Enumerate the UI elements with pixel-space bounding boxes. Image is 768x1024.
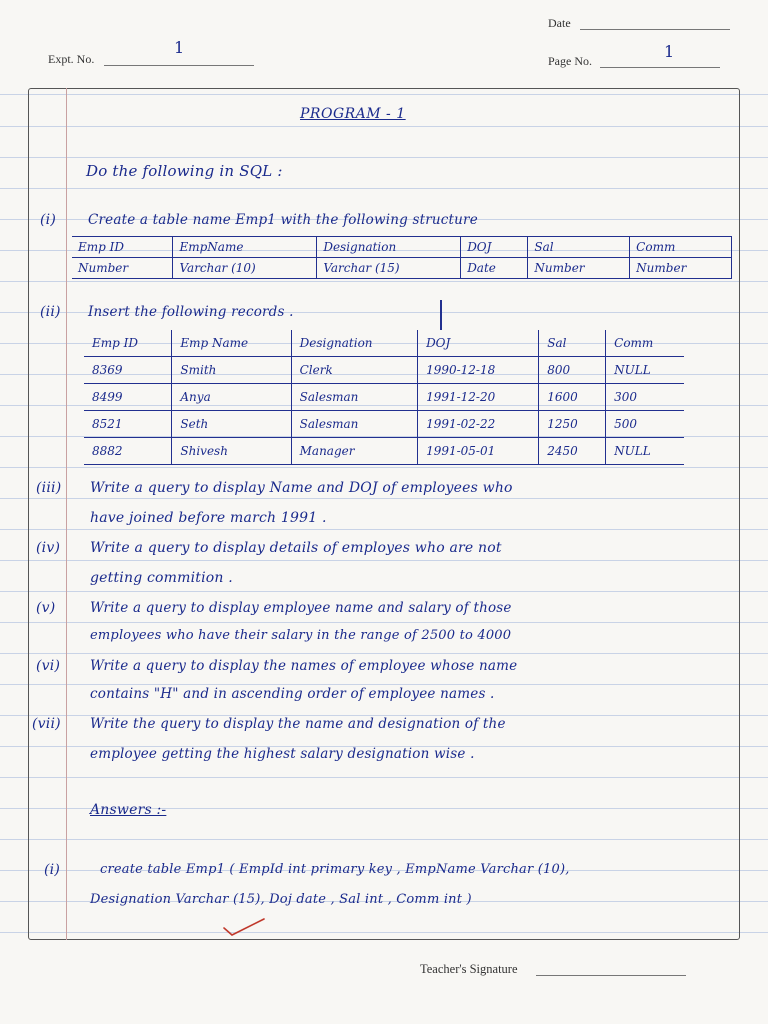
structure-table [72,236,732,279]
page-no-underline [600,67,720,68]
records-row [84,438,684,465]
records-cell: 1991-02-22 [418,411,539,438]
question-number-v: (v) [36,600,56,616]
page-header-area [0,0,768,92]
structure-header-cell: DOJ [461,237,528,258]
records-cell: Salesman [291,384,417,411]
question-text-vi-line2: contains "H" and in ascending order of employee names . [90,686,495,702]
page-no-value: 1 [664,42,675,61]
question-text-iii-line1: Write a query to display Name and DOJ of employees who [90,480,513,496]
records-cell: Anya [172,384,291,411]
records-cell: 8882 [84,438,172,465]
question-number-iii: (iii) [36,480,62,496]
page-no-label: Page No. [548,54,592,68]
answer-text-i-line1: create table Emp1 ( EmpId int primary key , EmpName Varchar (10), [100,862,570,877]
records-cell: Seth [172,411,291,438]
records-cell: 500 [606,411,684,438]
question-text-vii-line2: employee getting the highest salary designation wise . [90,746,475,762]
records-cell: 300 [606,384,684,411]
structure-header-cell: Sal [528,237,630,258]
question-text-vi-line1: Write a query to display the names of employee whose name [90,658,518,674]
question-number-ii: (ii) [40,304,61,320]
records-cell: Shivesh [172,438,291,465]
structure-header-cell: Designation [317,237,461,258]
check-mark-icon [222,916,266,938]
records-row [84,384,684,411]
expt-no-underline [104,65,254,66]
records-cell: 8369 [84,357,172,384]
records-header-cell: Comm [606,330,684,357]
question-text-v-line2: employees who have their salary in the range of 2500 to 4000 [90,628,512,643]
records-cell: 8521 [84,411,172,438]
records-cell: Smith [172,357,291,384]
question-text-iv-line2: getting commition . [90,570,233,586]
records-cell: Salesman [291,411,417,438]
expt-no-label: Expt. No. [48,52,95,66]
records-header-row [84,330,684,357]
records-cell: 1991-12-20 [418,384,539,411]
teacher-signature-label: Teacher's Signature [420,962,518,976]
answer-number-i: (i) [44,862,61,878]
answers-heading: Answers :- [90,802,167,818]
question-text-ii: Insert the following records . [88,304,294,320]
records-header-cell: Emp Name [172,330,291,357]
question-number-iv: (iv) [36,540,61,556]
question-text-iii-line2: have joined before march 1991 . [90,510,327,526]
date-underline [580,29,730,30]
records-cell: 2450 [539,438,606,465]
question-text-iv-line1: Write a query to display details of employes who are not [90,540,502,556]
question-text-vii-line1: Write the query to display the name and designation of the [90,716,506,732]
structure-type-cell: Varchar (10) [173,258,317,279]
structure-type-cell: Number [528,258,630,279]
records-row [84,411,684,438]
structure-type-cell: Number [72,258,173,279]
date-label: Date [548,16,571,30]
structure-type-cell: Date [461,258,528,279]
records-row [84,357,684,384]
page-footer-area [0,940,768,1024]
structure-header-cell: EmpName [173,237,317,258]
structure-type-cell: Number [630,258,732,279]
records-table [84,330,684,465]
records-header-cell: Sal [539,330,606,357]
structure-type-cell: Varchar (15) [317,258,461,279]
records-cell: 8499 [84,384,172,411]
intro-text: Do the following in SQL : [86,162,283,180]
expt-no-value: 1 [174,38,185,57]
question-number-vii: (vii) [32,716,61,732]
question-text-i: Create a table name Emp1 with the following structure [88,212,478,228]
program-title: PROGRAM - 1 [300,106,406,122]
structure-type-row [72,258,732,279]
structure-header-cell: Emp ID [72,237,173,258]
records-cell: Manager [291,438,417,465]
question-text-v-line1: Write a query to display employee name and salary of those [90,600,512,616]
structure-header-row [72,237,732,258]
records-cell: NULL [606,438,684,465]
records-header-cell: DOJ [418,330,539,357]
answer-text-i-line2: Designation Varchar (15), Doj date , Sal int , Comm int ) [90,892,472,907]
records-cell: 1991-05-01 [418,438,539,465]
records-cell: 1990-12-18 [418,357,539,384]
margin-line [66,88,67,940]
question-number-vi: (vi) [36,658,61,674]
records-cell: 1250 [539,411,606,438]
records-cell: Clerk [291,357,417,384]
records-header-cell: Designation [291,330,417,357]
structure-header-cell: Comm [630,237,732,258]
records-header-cell: Emp ID [84,330,172,357]
records-cell: 1600 [539,384,606,411]
records-cell: NULL [606,357,684,384]
records-cell: 800 [539,357,606,384]
records-divider-line [440,300,442,330]
question-number-i: (i) [40,212,57,228]
teacher-signature-underline [536,975,686,976]
